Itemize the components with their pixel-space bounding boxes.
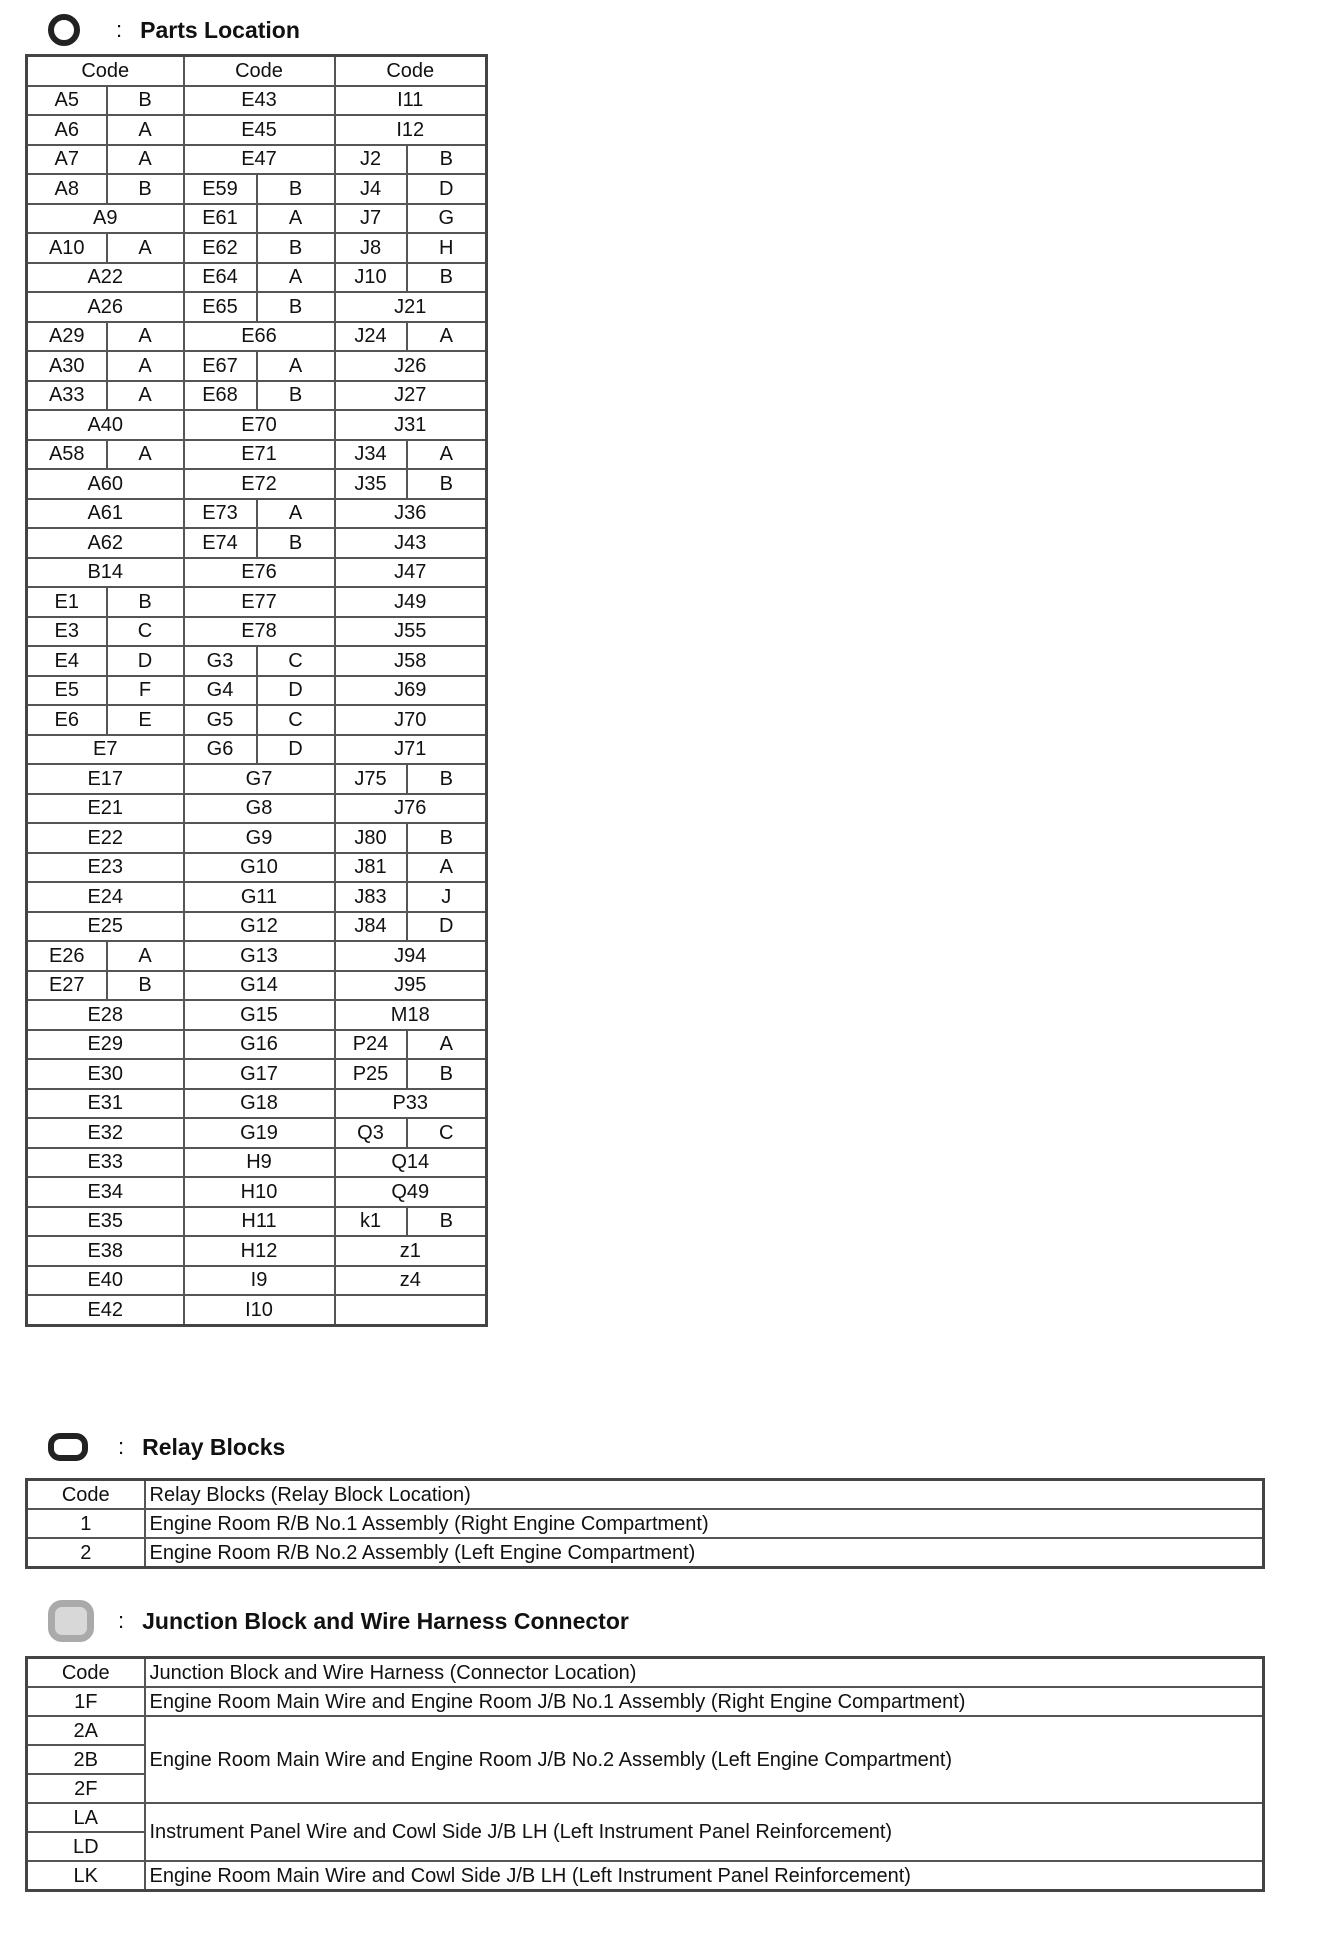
oval-symbol-icon <box>48 1433 88 1461</box>
part-code: J24 <box>335 322 407 352</box>
part-code: I11 <box>335 86 487 116</box>
part-code: E23 <box>27 853 184 883</box>
part-code: J80 <box>335 823 407 853</box>
part-code: G19 <box>184 1118 335 1148</box>
table-row <box>27 912 487 942</box>
connector-letter: C <box>407 1118 487 1148</box>
part-code: E42 <box>27 1295 184 1325</box>
part-code: A10 <box>27 233 107 263</box>
part-code: B14 <box>27 558 184 588</box>
part-code: A40 <box>27 410 184 440</box>
part-code: H10 <box>184 1177 335 1207</box>
table-row <box>27 1509 1264 1538</box>
table-row <box>27 1295 487 1325</box>
heading-colon: : <box>118 1608 125 1633</box>
part-code: E34 <box>27 1177 184 1207</box>
connector-letter: D <box>257 735 335 765</box>
part-code: H12 <box>184 1236 335 1266</box>
part-code: I10 <box>184 1295 335 1325</box>
part-code: J26 <box>335 351 487 381</box>
table-row <box>27 351 487 381</box>
jb-location-header: Junction Block and Wire Harness (Connector Location) <box>145 1658 1264 1688</box>
part-code: E4 <box>27 646 107 676</box>
connector-letter: C <box>257 705 335 735</box>
connector-letter: A <box>257 499 335 529</box>
jb-code: 1F <box>27 1687 145 1716</box>
part-code: J49 <box>335 587 487 617</box>
table-row <box>27 764 487 794</box>
parts-location-heading <box>48 12 300 48</box>
jb-header-row <box>27 1658 1264 1688</box>
table-row <box>27 1236 487 1266</box>
connector-letter: D <box>107 646 184 676</box>
table-row <box>27 971 487 1001</box>
part-code: I12 <box>335 115 487 145</box>
connector-letter: C <box>107 617 184 647</box>
part-code: E21 <box>27 794 184 824</box>
connector-letter: H <box>407 233 487 263</box>
table-row <box>27 1000 487 1030</box>
relay-blocks-title: Relay Blocks <box>142 1433 286 1460</box>
part-code: Q3 <box>335 1118 407 1148</box>
part-code: E47 <box>184 145 335 175</box>
code-header: Code <box>27 1658 145 1688</box>
part-code: A26 <box>27 292 184 322</box>
part-code: E5 <box>27 676 107 706</box>
part-code: J83 <box>335 882 407 912</box>
jb-description: Engine Room Main Wire and Engine Room J/B No.1 Assembly (Right Engine Compartment) <box>145 1687 1264 1716</box>
part-code: J31 <box>335 410 487 440</box>
part-code: E29 <box>27 1030 184 1060</box>
part-code: A58 <box>27 440 107 470</box>
part-code: E17 <box>27 764 184 794</box>
part-code: E72 <box>184 469 335 499</box>
table-row <box>27 1059 487 1089</box>
part-code: E38 <box>27 1236 184 1266</box>
connector-letter: A <box>407 1030 487 1060</box>
part-code: G5 <box>184 705 257 735</box>
part-code: Q14 <box>335 1148 487 1178</box>
part-code: A6 <box>27 115 107 145</box>
connector-letter: F <box>107 676 184 706</box>
table-row <box>27 882 487 912</box>
table-row <box>27 1266 487 1296</box>
jb-code: 2B <box>27 1745 145 1774</box>
connector-letter: D <box>257 676 335 706</box>
code-header: Code <box>184 56 335 86</box>
table-row <box>27 528 487 558</box>
part-code: G17 <box>184 1059 335 1089</box>
part-code: E78 <box>184 617 335 647</box>
table-row <box>27 941 487 971</box>
connector-letter: B <box>257 233 335 263</box>
part-code: G8 <box>184 794 335 824</box>
relay-location-header: Relay Blocks (Relay Block Location) <box>145 1480 1264 1510</box>
table-row <box>27 410 487 440</box>
part-code: E33 <box>27 1148 184 1178</box>
part-code: A29 <box>27 322 107 352</box>
grey-oval-symbol-icon <box>48 1600 94 1642</box>
part-code: A5 <box>27 86 107 116</box>
part-code: E28 <box>27 1000 184 1030</box>
part-code: E64 <box>184 263 257 293</box>
part-code: H9 <box>184 1148 335 1178</box>
part-code: E73 <box>184 499 257 529</box>
part-code: J36 <box>335 499 487 529</box>
part-code: G4 <box>184 676 257 706</box>
part-code: Q49 <box>335 1177 487 1207</box>
part-code: J76 <box>335 794 487 824</box>
part-code: G7 <box>184 764 335 794</box>
relay-blocks-table <box>25 1478 1265 1569</box>
connector-letter: D <box>407 912 487 942</box>
part-code: A61 <box>27 499 184 529</box>
connector-letter: B <box>257 292 335 322</box>
part-code: z1 <box>335 1236 487 1266</box>
part-code: J21 <box>335 292 487 322</box>
part-code: E70 <box>184 410 335 440</box>
table-row <box>27 1177 487 1207</box>
part-code: G9 <box>184 823 335 853</box>
part-code: A30 <box>27 351 107 381</box>
table-row <box>27 86 487 116</box>
connector-letter: B <box>257 174 335 204</box>
relay-header-row <box>27 1480 1264 1510</box>
jb-code: 2A <box>27 1716 145 1745</box>
part-code: J84 <box>335 912 407 942</box>
part-code: J43 <box>335 528 487 558</box>
part-code: E71 <box>184 440 335 470</box>
table-row <box>27 145 487 175</box>
part-code: E40 <box>27 1266 184 1296</box>
table-row <box>27 381 487 411</box>
connector-letter: A <box>407 853 487 883</box>
connector-letter: B <box>407 1207 487 1237</box>
part-code: A9 <box>27 204 184 234</box>
table-row <box>27 1716 1264 1745</box>
code-header: Code <box>335 56 487 86</box>
table-row <box>27 204 487 234</box>
part-code: E68 <box>184 381 257 411</box>
part-code: E3 <box>27 617 107 647</box>
part-code: J47 <box>335 558 487 588</box>
connector-letter: E <box>107 705 184 735</box>
relay-blocks-heading <box>48 1429 285 1465</box>
part-code: G11 <box>184 882 335 912</box>
relay-description: Engine Room R/B No.1 Assembly (Right Engine Compartment) <box>145 1509 1264 1538</box>
part-code: E32 <box>27 1118 184 1148</box>
connector-letter: A <box>107 145 184 175</box>
connector-letter: J <box>407 882 487 912</box>
part-code: E61 <box>184 204 257 234</box>
part-code: J75 <box>335 764 407 794</box>
table-row <box>27 1030 487 1060</box>
part-code: J94 <box>335 941 487 971</box>
part-code: J71 <box>335 735 487 765</box>
jb-description: Engine Room Main Wire and Engine Room J/B No.2 Assembly (Left Engine Compartment) <box>145 1716 1264 1803</box>
part-code: E27 <box>27 971 107 1001</box>
code-header: Code <box>27 1480 145 1510</box>
parts-location-table <box>25 54 488 1327</box>
relay-code: 1 <box>27 1509 145 1538</box>
part-code: J7 <box>335 204 407 234</box>
table-row <box>27 1861 1264 1891</box>
part-code: J4 <box>335 174 407 204</box>
table-row <box>27 587 487 617</box>
circle-symbol-icon <box>48 14 80 46</box>
part-code: G14 <box>184 971 335 1001</box>
part-code: J70 <box>335 705 487 735</box>
part-code: A7 <box>27 145 107 175</box>
connector-letter: B <box>407 823 487 853</box>
connector-letter: A <box>407 440 487 470</box>
part-code: E25 <box>27 912 184 942</box>
connector-letter: B <box>407 469 487 499</box>
parts-location-title: Parts Location <box>140 16 300 43</box>
table-row <box>27 794 487 824</box>
table-row <box>27 1687 1264 1716</box>
jb-description: Engine Room Main Wire and Cowl Side J/B LH (Left Instrument Panel Reinforcement) <box>145 1861 1264 1891</box>
table-row <box>27 322 487 352</box>
part-code: G16 <box>184 1030 335 1060</box>
part-code: z4 <box>335 1266 487 1296</box>
part-code: J8 <box>335 233 407 263</box>
part-code: A33 <box>27 381 107 411</box>
jb-code: LK <box>27 1861 145 1891</box>
part-code: P24 <box>335 1030 407 1060</box>
heading-colon: : <box>116 17 123 42</box>
connector-letter: D <box>407 174 487 204</box>
table-row <box>27 646 487 676</box>
connector-letter: B <box>107 174 184 204</box>
part-code: A62 <box>27 528 184 558</box>
connector-letter: A <box>257 351 335 381</box>
part-code: E65 <box>184 292 257 322</box>
part-code: J27 <box>335 381 487 411</box>
junction-block-table <box>25 1656 1265 1892</box>
connector-letter: A <box>407 322 487 352</box>
relay-description: Engine Room R/B No.2 Assembly (Left Engine Compartment) <box>145 1538 1264 1568</box>
connector-letter: B <box>407 764 487 794</box>
connector-letter: A <box>107 381 184 411</box>
part-code: E66 <box>184 322 335 352</box>
part-code: E30 <box>27 1059 184 1089</box>
connector-letter: B <box>407 263 487 293</box>
part-code: J81 <box>335 853 407 883</box>
table-row <box>27 853 487 883</box>
part-code: E74 <box>184 528 257 558</box>
table-row <box>27 1207 487 1237</box>
part-code: E24 <box>27 882 184 912</box>
part-code: J95 <box>335 971 487 1001</box>
table-row <box>27 735 487 765</box>
part-code: E59 <box>184 174 257 204</box>
part-code: J10 <box>335 263 407 293</box>
part-code: G12 <box>184 912 335 942</box>
table-row <box>27 174 487 204</box>
part-code: G13 <box>184 941 335 971</box>
part-code: E26 <box>27 941 107 971</box>
part-code: M18 <box>335 1000 487 1030</box>
part-code: E6 <box>27 705 107 735</box>
connector-letter: B <box>107 587 184 617</box>
connector-letter: A <box>107 322 184 352</box>
code-header: Code <box>27 56 184 86</box>
connector-letter: B <box>107 971 184 1001</box>
connector-letter: B <box>257 528 335 558</box>
part-code: E22 <box>27 823 184 853</box>
part-code: E35 <box>27 1207 184 1237</box>
table-row <box>27 1148 487 1178</box>
connector-letter: G <box>407 204 487 234</box>
table-row <box>27 440 487 470</box>
part-code: G3 <box>184 646 257 676</box>
part-code: J2 <box>335 145 407 175</box>
connector-letter: A <box>257 204 335 234</box>
connector-letter: B <box>407 1059 487 1089</box>
connector-letter: A <box>107 440 184 470</box>
table-row <box>27 1803 1264 1832</box>
part-code: P33 <box>335 1089 487 1119</box>
jb-code: LD <box>27 1832 145 1861</box>
part-code: G15 <box>184 1000 335 1030</box>
part-code: H11 <box>184 1207 335 1237</box>
table-row <box>27 499 487 529</box>
parts-location-body <box>27 86 487 1326</box>
part-code: E62 <box>184 233 257 263</box>
part-code: E31 <box>27 1089 184 1119</box>
part-code: J35 <box>335 469 407 499</box>
connector-letter: A <box>107 941 184 971</box>
table-row <box>27 705 487 735</box>
table-row <box>27 823 487 853</box>
part-code <box>335 1295 487 1325</box>
jb-description: Instrument Panel Wire and Cowl Side J/B LH (Left Instrument Panel Reinforcement) <box>145 1803 1264 1861</box>
table-row <box>27 617 487 647</box>
part-code: J69 <box>335 676 487 706</box>
part-code: J55 <box>335 617 487 647</box>
table-row <box>27 558 487 588</box>
connector-letter: A <box>107 233 184 263</box>
part-code: A60 <box>27 469 184 499</box>
part-code: A22 <box>27 263 184 293</box>
part-code: J58 <box>335 646 487 676</box>
jb-code: LA <box>27 1803 145 1832</box>
connector-letter: B <box>407 145 487 175</box>
part-code: I9 <box>184 1266 335 1296</box>
parts-header-row <box>27 56 487 86</box>
relay-code: 2 <box>27 1538 145 1568</box>
heading-colon: : <box>118 1434 125 1459</box>
junction-block-heading <box>48 1603 629 1639</box>
table-row <box>27 233 487 263</box>
table-row <box>27 292 487 322</box>
connector-letter: C <box>257 646 335 676</box>
table-row <box>27 115 487 145</box>
connector-letter: A <box>257 263 335 293</box>
part-code: E67 <box>184 351 257 381</box>
part-code: E76 <box>184 558 335 588</box>
part-code: k1 <box>335 1207 407 1237</box>
part-code: P25 <box>335 1059 407 1089</box>
connector-letter: A <box>107 115 184 145</box>
table-row <box>27 1089 487 1119</box>
connector-letter: B <box>257 381 335 411</box>
table-row <box>27 263 487 293</box>
connector-letter: B <box>107 86 184 116</box>
part-code: G6 <box>184 735 257 765</box>
table-row <box>27 676 487 706</box>
part-code: E45 <box>184 115 335 145</box>
part-code: E43 <box>184 86 335 116</box>
part-code: A8 <box>27 174 107 204</box>
table-row <box>27 469 487 499</box>
connector-letter: A <box>107 351 184 381</box>
part-code: E7 <box>27 735 184 765</box>
table-row <box>27 1538 1264 1568</box>
part-code: G18 <box>184 1089 335 1119</box>
part-code: E1 <box>27 587 107 617</box>
part-code: E77 <box>184 587 335 617</box>
part-code: G10 <box>184 853 335 883</box>
junction-block-title: Junction Block and Wire Harness Connector <box>142 1607 629 1634</box>
table-row <box>27 1118 487 1148</box>
part-code: J34 <box>335 440 407 470</box>
jb-code: 2F <box>27 1774 145 1803</box>
